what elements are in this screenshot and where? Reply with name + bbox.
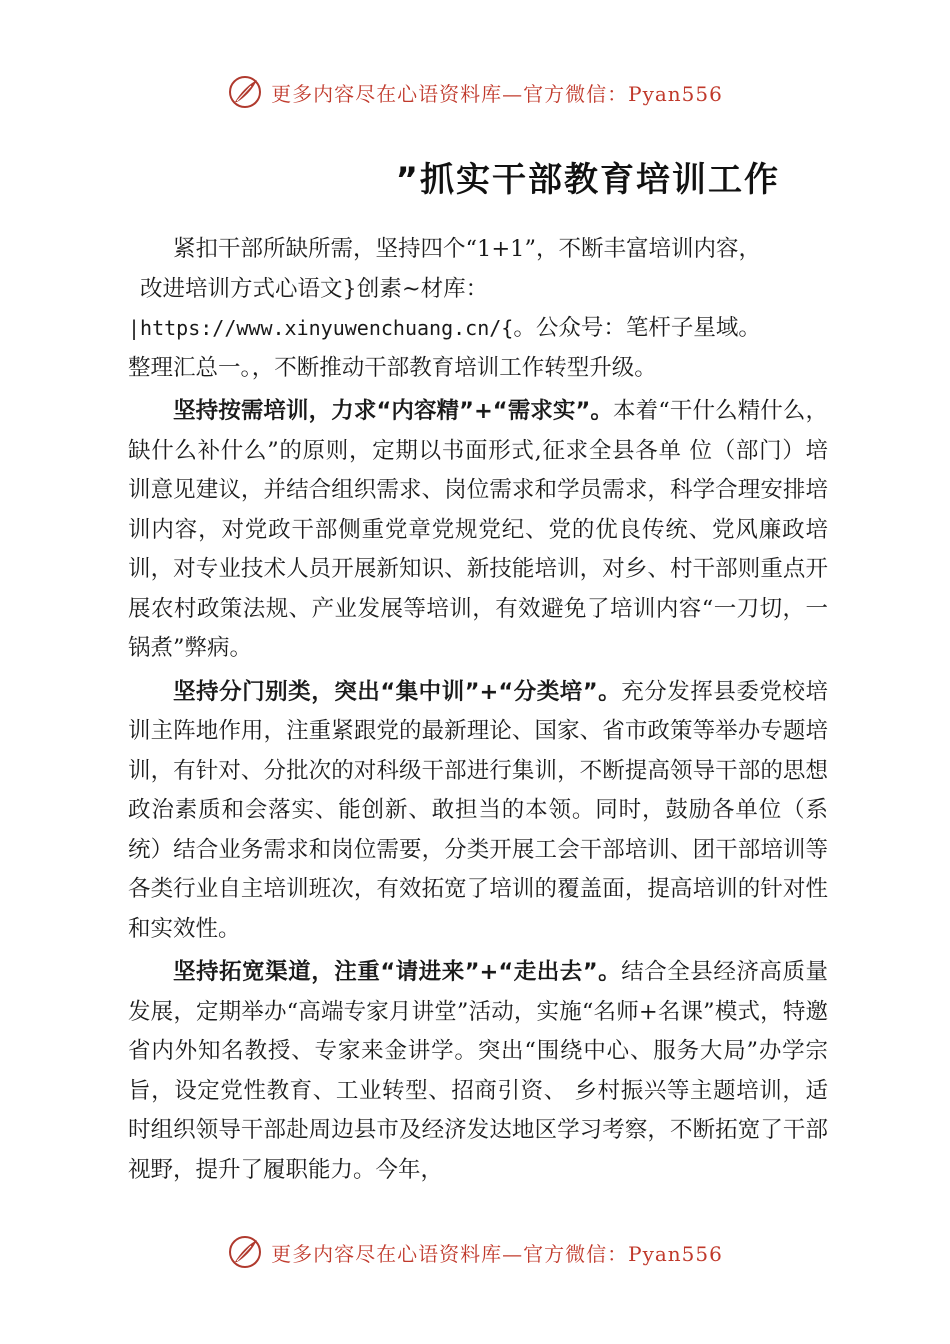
watermark-banner-top [0, 72, 950, 112]
section-1-body: 本着“干什么精什么，缺什么补什么”的原则，定期以书面形式,征求全县各单 位（部门）培训意见建议，并结合组织需求、岗位需求和学员需求，科学合理安排培训内容，对党政干部侧重党章党规党纪、党的优良传统、党风廉政培训，对专业技术人员开展新知识、新技能培训，对乡、村干部则重点开展农村政策法规、产业发展等培训，有效避免了培训内容“一刀切，一锅煮”弊病。 [128, 398, 828, 661]
feather-pen-logo-icon [227, 1234, 263, 1270]
section-1-heading: 坚持按需培训，力求“内容精”+“需求实”。 [173, 398, 614, 424]
watermark-text: 更多内容尽在心语资料库—官方微信：Pyan556 [271, 81, 723, 106]
section-paragraph-3 [128, 953, 828, 1190]
section-2-body: 充分发挥县委党校培训主阵地作用，注重紧跟党的最新理论、国家、省市政策等举办专题培训，有针对、分批次的对科级干部进行集训，不断提高领导干部的思想政治素质和会落实、能创新、敢担当的本领。同时，鼓励各单位（系统）结合业务需求和岗位需要，分类开展工会干部培训、团干部培训等各类行业自主培训班次，有效拓宽了培训的覆盖面，提高培训的针对性和实效性。 [128, 678, 828, 942]
intro-paragraph [128, 230, 828, 388]
watermark-text: 更多内容尽在心语资料库—官方微信：Pyan556 [271, 1241, 723, 1266]
section-paragraph-2 [128, 673, 828, 950]
section-3-body: 结合全县经济高质量发展，定期举办“高端专家月讲堂”活动，实施“名师+名课”模式，特邀省内外知名教授、专家来金讲学。突出“围绕中心、服务大局”办学宗旨，设定党性教育、工业转型、招商引资、 乡村振兴等主题培训，适时组织领导干部赴周边县市及经济发达地区学习考察，不断拓宽了干部视野，提升了履职能力。今年， [128, 959, 828, 1183]
section-2-heading: 坚持分门别类，突出“集中训”+“分类培”。 [173, 678, 622, 705]
section-3-heading: 坚持拓宽渠道，注重“请进来”+“走出去”。 [173, 959, 622, 985]
section-paragraph-1 [128, 392, 828, 669]
feather-pen-logo-icon [227, 74, 263, 110]
watermark-banner-bottom [0, 1232, 950, 1272]
document-body [128, 230, 828, 1194]
intro-line-2: 改进培训方式心语文}创素~材库： [140, 275, 489, 302]
page-title: ”抓实干部教育培训工作 [395, 160, 780, 200]
intro-line-3: 。公众号：笔杆子星域。 [513, 315, 761, 341]
intro-url: |https://www.xinyuwenchuang.cn/{ [128, 316, 514, 340]
intro-line-1: 紧扣干部所缺所需，坚持四个“1+1”，不断丰富培训内容， [173, 236, 761, 262]
intro-line-4: 整理汇总一。，不断推动干部教育培训工作转型升级。 [128, 354, 657, 381]
